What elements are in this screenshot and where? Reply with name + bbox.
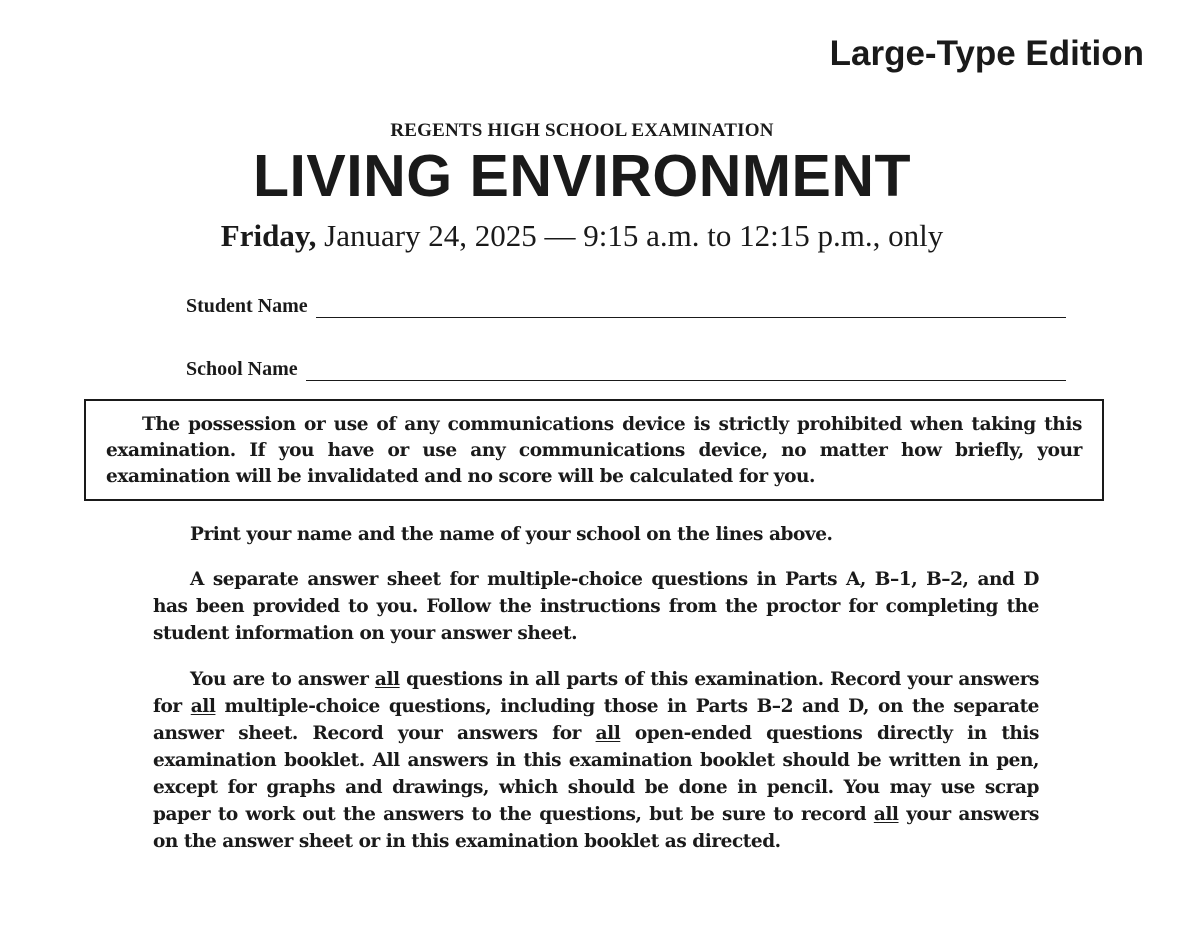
edition-label: Large-Type Edition — [829, 34, 1144, 73]
underlined-all-4: all — [873, 804, 899, 825]
underlined-all-3: all — [595, 723, 621, 744]
student-name-field — [186, 292, 1066, 318]
exam-date-time: January 24, 2025 — 9:15 a.m. to 12:15 p.m., only — [316, 218, 944, 253]
exam-kicker: REGENTS HIGH SCHOOL EXAMINATION — [390, 120, 774, 141]
instruction-text-3d: open-ended questions directly in this examination booklet. All answers in this examination booklet should be written in pen, except for graphs and drawings, which should be done in pencil. You may use scrap paper to work out the answers to the questions, but be sure to record — [153, 723, 1039, 825]
device-notice-text: The possession or use of any communications device is strictly prohibited when taking this examination. If you have or use any communications device, no matter how briefly, your examination will be invalidated and no score will be calculated for you. — [106, 414, 1082, 487]
underlined-all-1: all — [374, 669, 400, 690]
exam-subject-title: LIVING ENVIRONMENT — [252, 143, 912, 209]
device-notice-box — [84, 399, 1104, 501]
underlined-all-2: all — [190, 696, 216, 717]
school-name-label: School Name — [186, 358, 298, 380]
instruction-text-3a: You are to answer — [190, 669, 375, 690]
school-name-line[interactable] — [306, 360, 1066, 381]
exam-header — [0, 120, 1182, 254]
instruction-paragraph-1 — [153, 521, 1039, 548]
instruction-text-1: Print your name and the name of your school on the lines above. — [190, 524, 833, 545]
instruction-text-3e: your answers on the answer sheet or in this examination booklet as directed. — [153, 804, 1039, 852]
instruction-text-2: A separate answer sheet for multiple-choice questions in Parts A, B–1, B–2, and D has been provided to you. Follow the instructions from the proctor for completing the student information on your answer sheet. — [153, 569, 1039, 644]
exam-dateline — [0, 218, 1182, 254]
student-name-label: Student Name — [186, 295, 308, 317]
instruction-paragraph-3 — [153, 666, 1039, 855]
instruction-text-3c: multiple-choice questions, including those in Parts B–2 and D, on the separate answer sheet. Record your answers for — [153, 696, 1039, 744]
instruction-text-3b: questions in all parts of this examination. Record your answers for — [153, 669, 1039, 717]
exam-day: Friday, — [220, 218, 317, 253]
student-name-line[interactable] — [316, 297, 1066, 318]
school-name-field — [186, 355, 1066, 381]
instruction-paragraph-2 — [153, 566, 1039, 647]
